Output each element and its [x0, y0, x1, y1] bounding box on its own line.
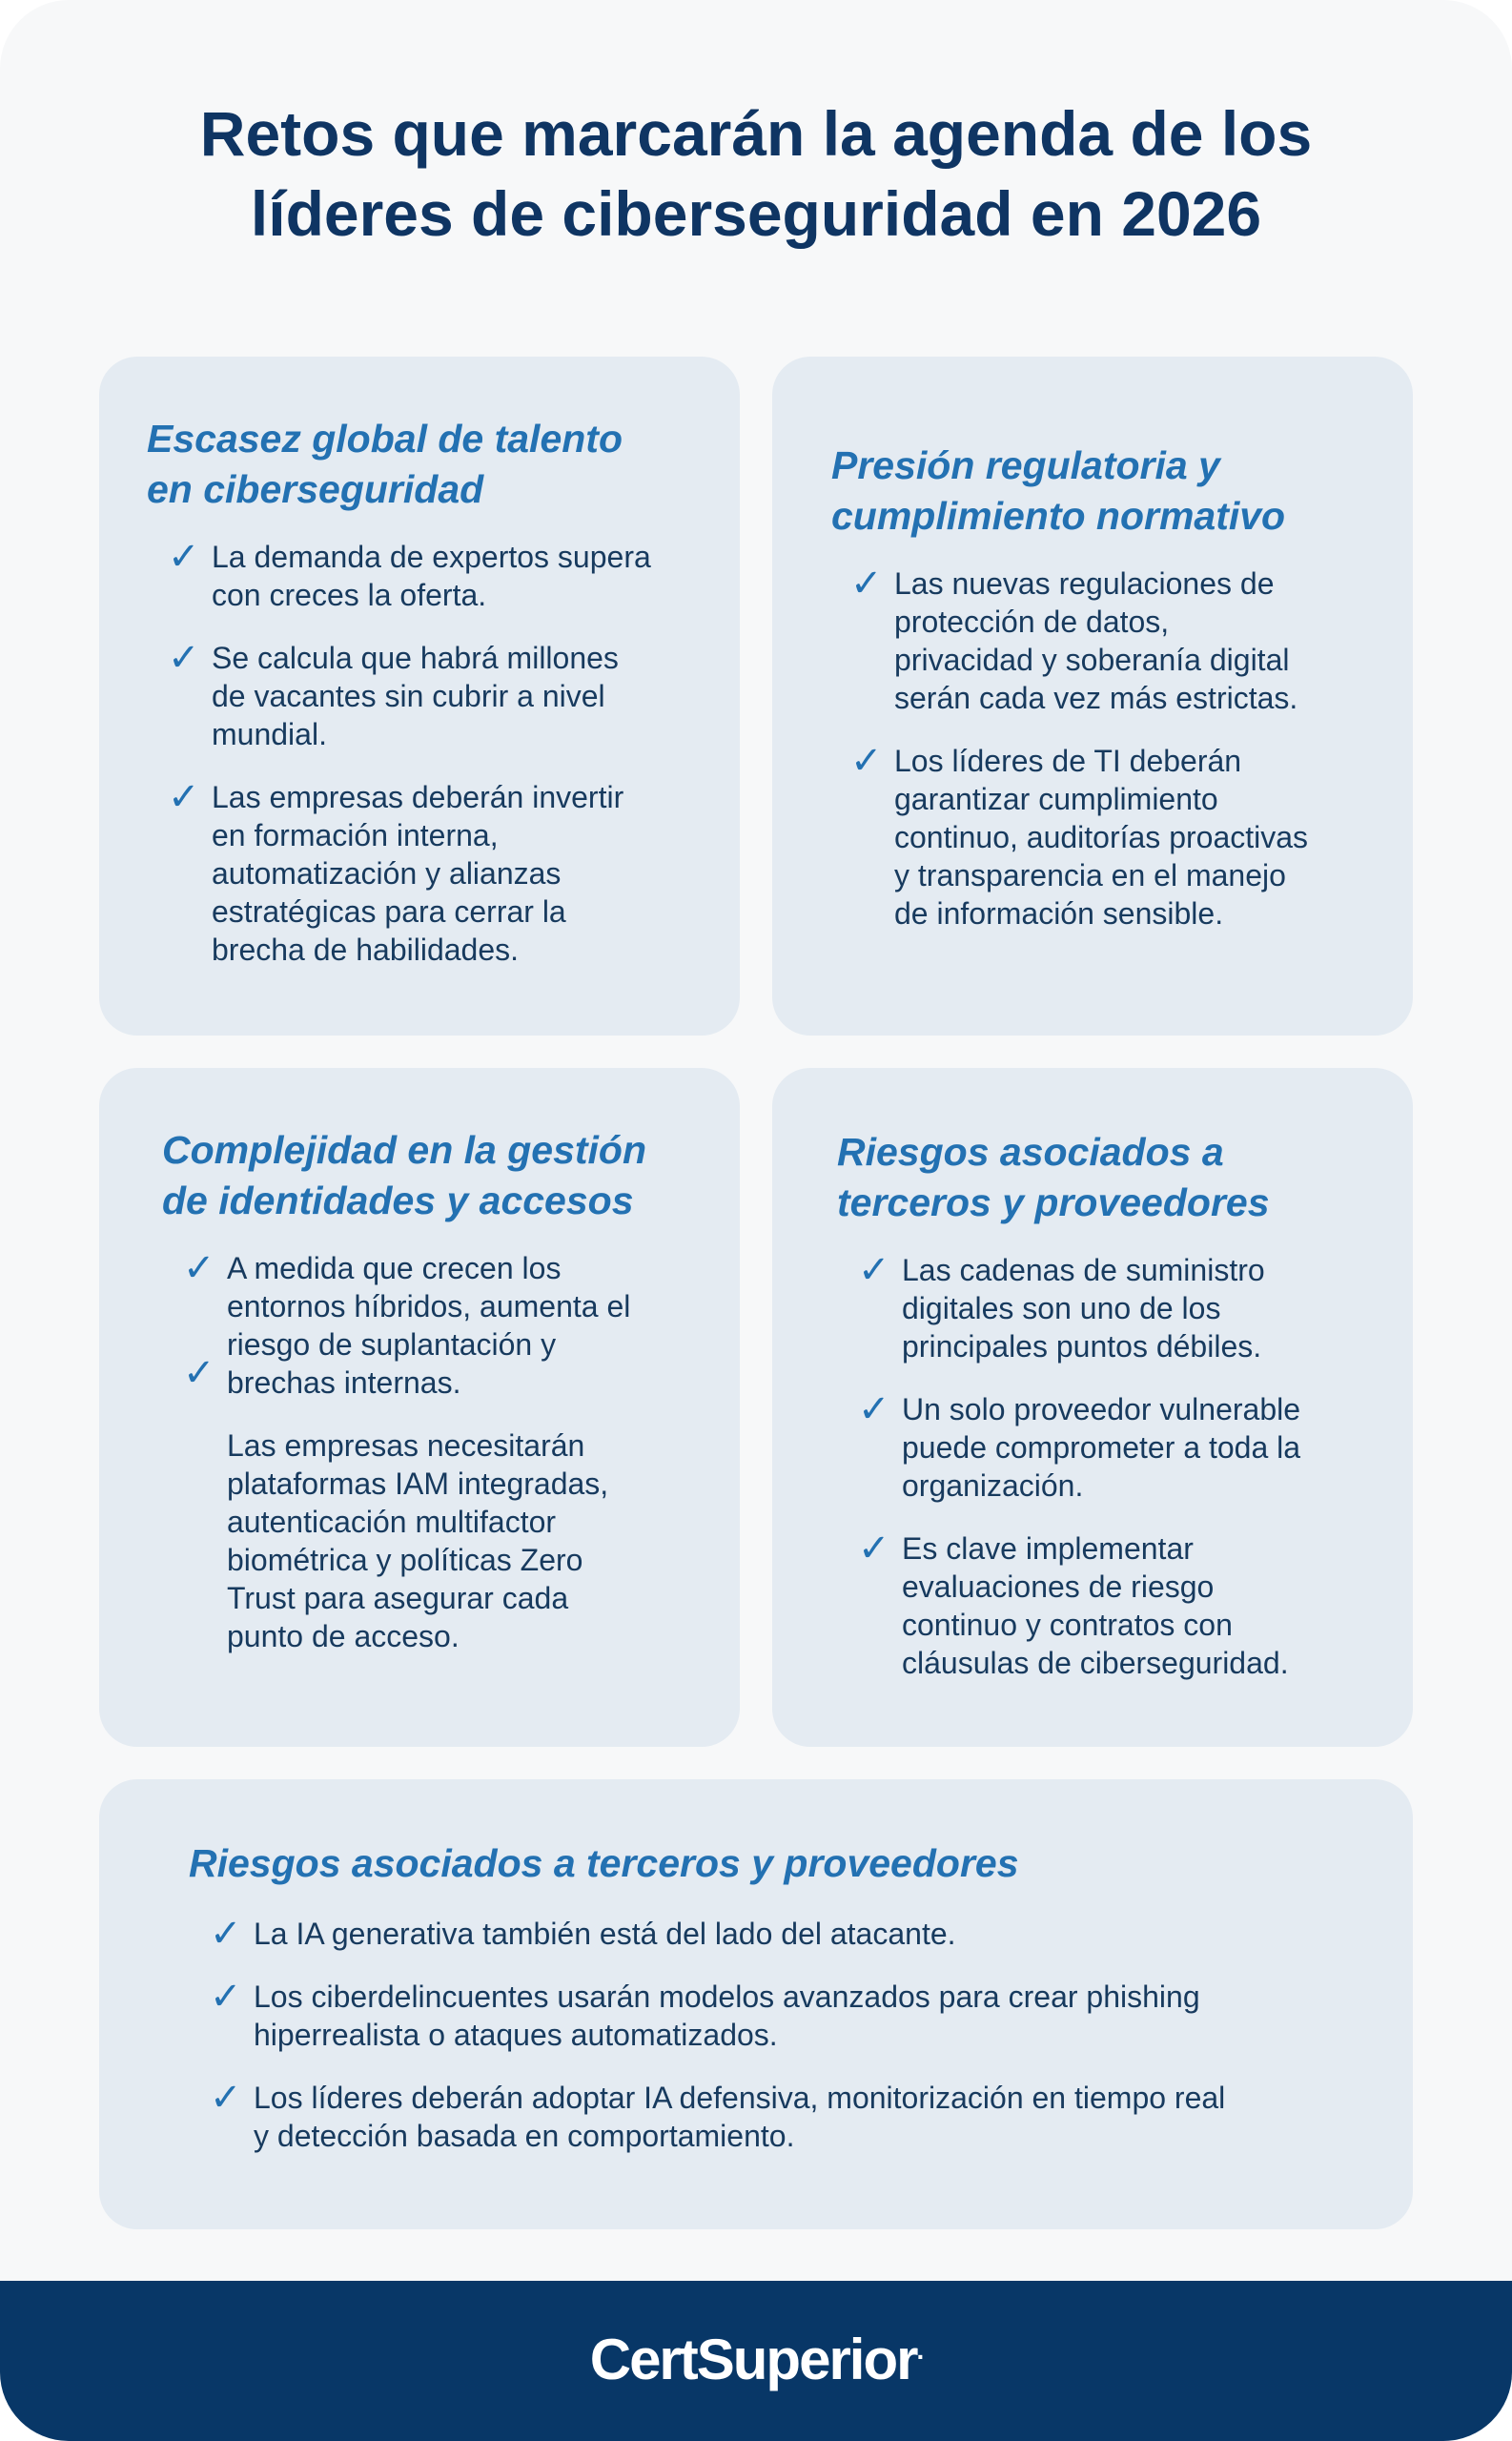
list-item	[858, 1529, 1401, 1682]
logo-mark: .	[916, 2335, 923, 2365]
list-item-text: Un solo proveedor vulnerable puede comprometer a toda la organización.	[902, 1392, 1301, 1503]
checkmark-icon: ✓	[168, 637, 200, 679]
list-item-text: Los ciberdelincuentes usarán modelos avanzados para crear phishing hiperrealista o ataques automatizados.	[254, 1979, 1200, 2052]
card-heading: Complejidad en la gestión de identidades y accesos	[162, 1128, 647, 1222]
card-list	[168, 538, 721, 994]
list-item	[168, 538, 721, 614]
list-item	[210, 1915, 1354, 1953]
checkmark-icon: ✓	[210, 1976, 242, 2018]
card-heading: Riesgos asociados a terceros y proveedores	[837, 1130, 1270, 1224]
list-item	[210, 1978, 1354, 2054]
list-item	[183, 1426, 726, 1655]
certsuperior-logo	[0, 2327, 1512, 2392]
card-list	[858, 1251, 1401, 1707]
list-item	[858, 1251, 1401, 1365]
checkmark-icon: ✓	[183, 1247, 215, 1289]
card-talent-shortage	[99, 357, 740, 1036]
list-item-text: Las cadenas de suministro digitales son uno de los principales puntos débiles.	[902, 1253, 1265, 1364]
page-title: Retos que marcarán la agenda de los líderes de ciberseguridad en 2026	[199, 98, 1313, 249]
card-regulatory-pressure	[772, 357, 1413, 1036]
list-item-text: Es clave implementar evaluaciones de riesgo continuo y contratos con cláusulas de ciberseguridad.	[902, 1531, 1289, 1680]
checkmark-icon: ✓	[210, 2077, 242, 2119]
card-list	[850, 564, 1403, 957]
list-item-text: La demanda de expertos supera con creces la oferta.	[212, 540, 651, 612]
footer-bar	[0, 2281, 1512, 2441]
card-list	[210, 1915, 1354, 2180]
list-item	[858, 1390, 1401, 1505]
list-item-text: Los líderes deberán adoptar IA defensiva, monitorización en tiempo real y detección basada en comportamiento.	[254, 2081, 1226, 2153]
card-heading: Riesgos asociados a terceros y proveedores	[189, 1841, 1019, 1885]
checkmark-icon: ✓	[168, 536, 200, 578]
list-item	[168, 639, 721, 753]
card-list	[183, 1249, 726, 1680]
logo-text: CertSuperior	[589, 2328, 917, 2391]
list-item	[850, 564, 1403, 717]
list-item-text: La IA generativa también está del lado del atacante.	[254, 1917, 956, 1951]
list-item-text: Las empresas necesitarán plataformas IAM integradas, autenticación multifactor biométrica y políticas Zero Trust para asegurar cada punto de acceso.	[227, 1428, 609, 1653]
list-item-text: A medida que crecen los entornos híbridos, aumenta el riesgo de suplantación y brechas internas.	[227, 1251, 631, 1400]
checkmark-icon: ✓	[858, 1528, 890, 1569]
checkmark-icon: ✓	[858, 1388, 890, 1430]
list-item	[210, 2079, 1354, 2155]
list-item-text: Los líderes de TI deberán garantizar cumplimiento continuo, auditorías proactivas y transparencia en el manejo de información sensible.	[894, 744, 1309, 931]
list-item	[850, 742, 1403, 933]
list-item-text: Se calcula que habrá millones de vacantes sin cubrir a nivel mundial.	[212, 641, 619, 751]
checkmark-icon: ✓	[210, 1913, 242, 1955]
card-identity-access	[99, 1068, 740, 1747]
card-heading: Presión regulatoria y cumplimiento normativo	[831, 443, 1286, 538]
list-item	[168, 778, 721, 969]
card-third-party-risk	[772, 1068, 1413, 1747]
card-generative-ai-risk	[99, 1779, 1413, 2229]
checkmark-icon: ✓	[183, 1352, 215, 1394]
checkmark-icon: ✓	[850, 563, 883, 605]
list-item-text: Las nuevas regulaciones de protección de datos, privacidad y soberanía digital serán cada vez más estrictas.	[894, 566, 1298, 715]
list-item	[183, 1249, 726, 1402]
checkmark-icon: ✓	[858, 1249, 890, 1291]
list-item-text: Las empresas deberán invertir en formación interna, automatización y alianzas estratégicas para cerrar la brecha de habilidades.	[212, 780, 624, 967]
checkmark-icon: ✓	[168, 776, 200, 818]
card-heading: Escasez global de talento en ciberseguridad	[147, 417, 623, 511]
checkmark-icon: ✓	[850, 740, 883, 782]
